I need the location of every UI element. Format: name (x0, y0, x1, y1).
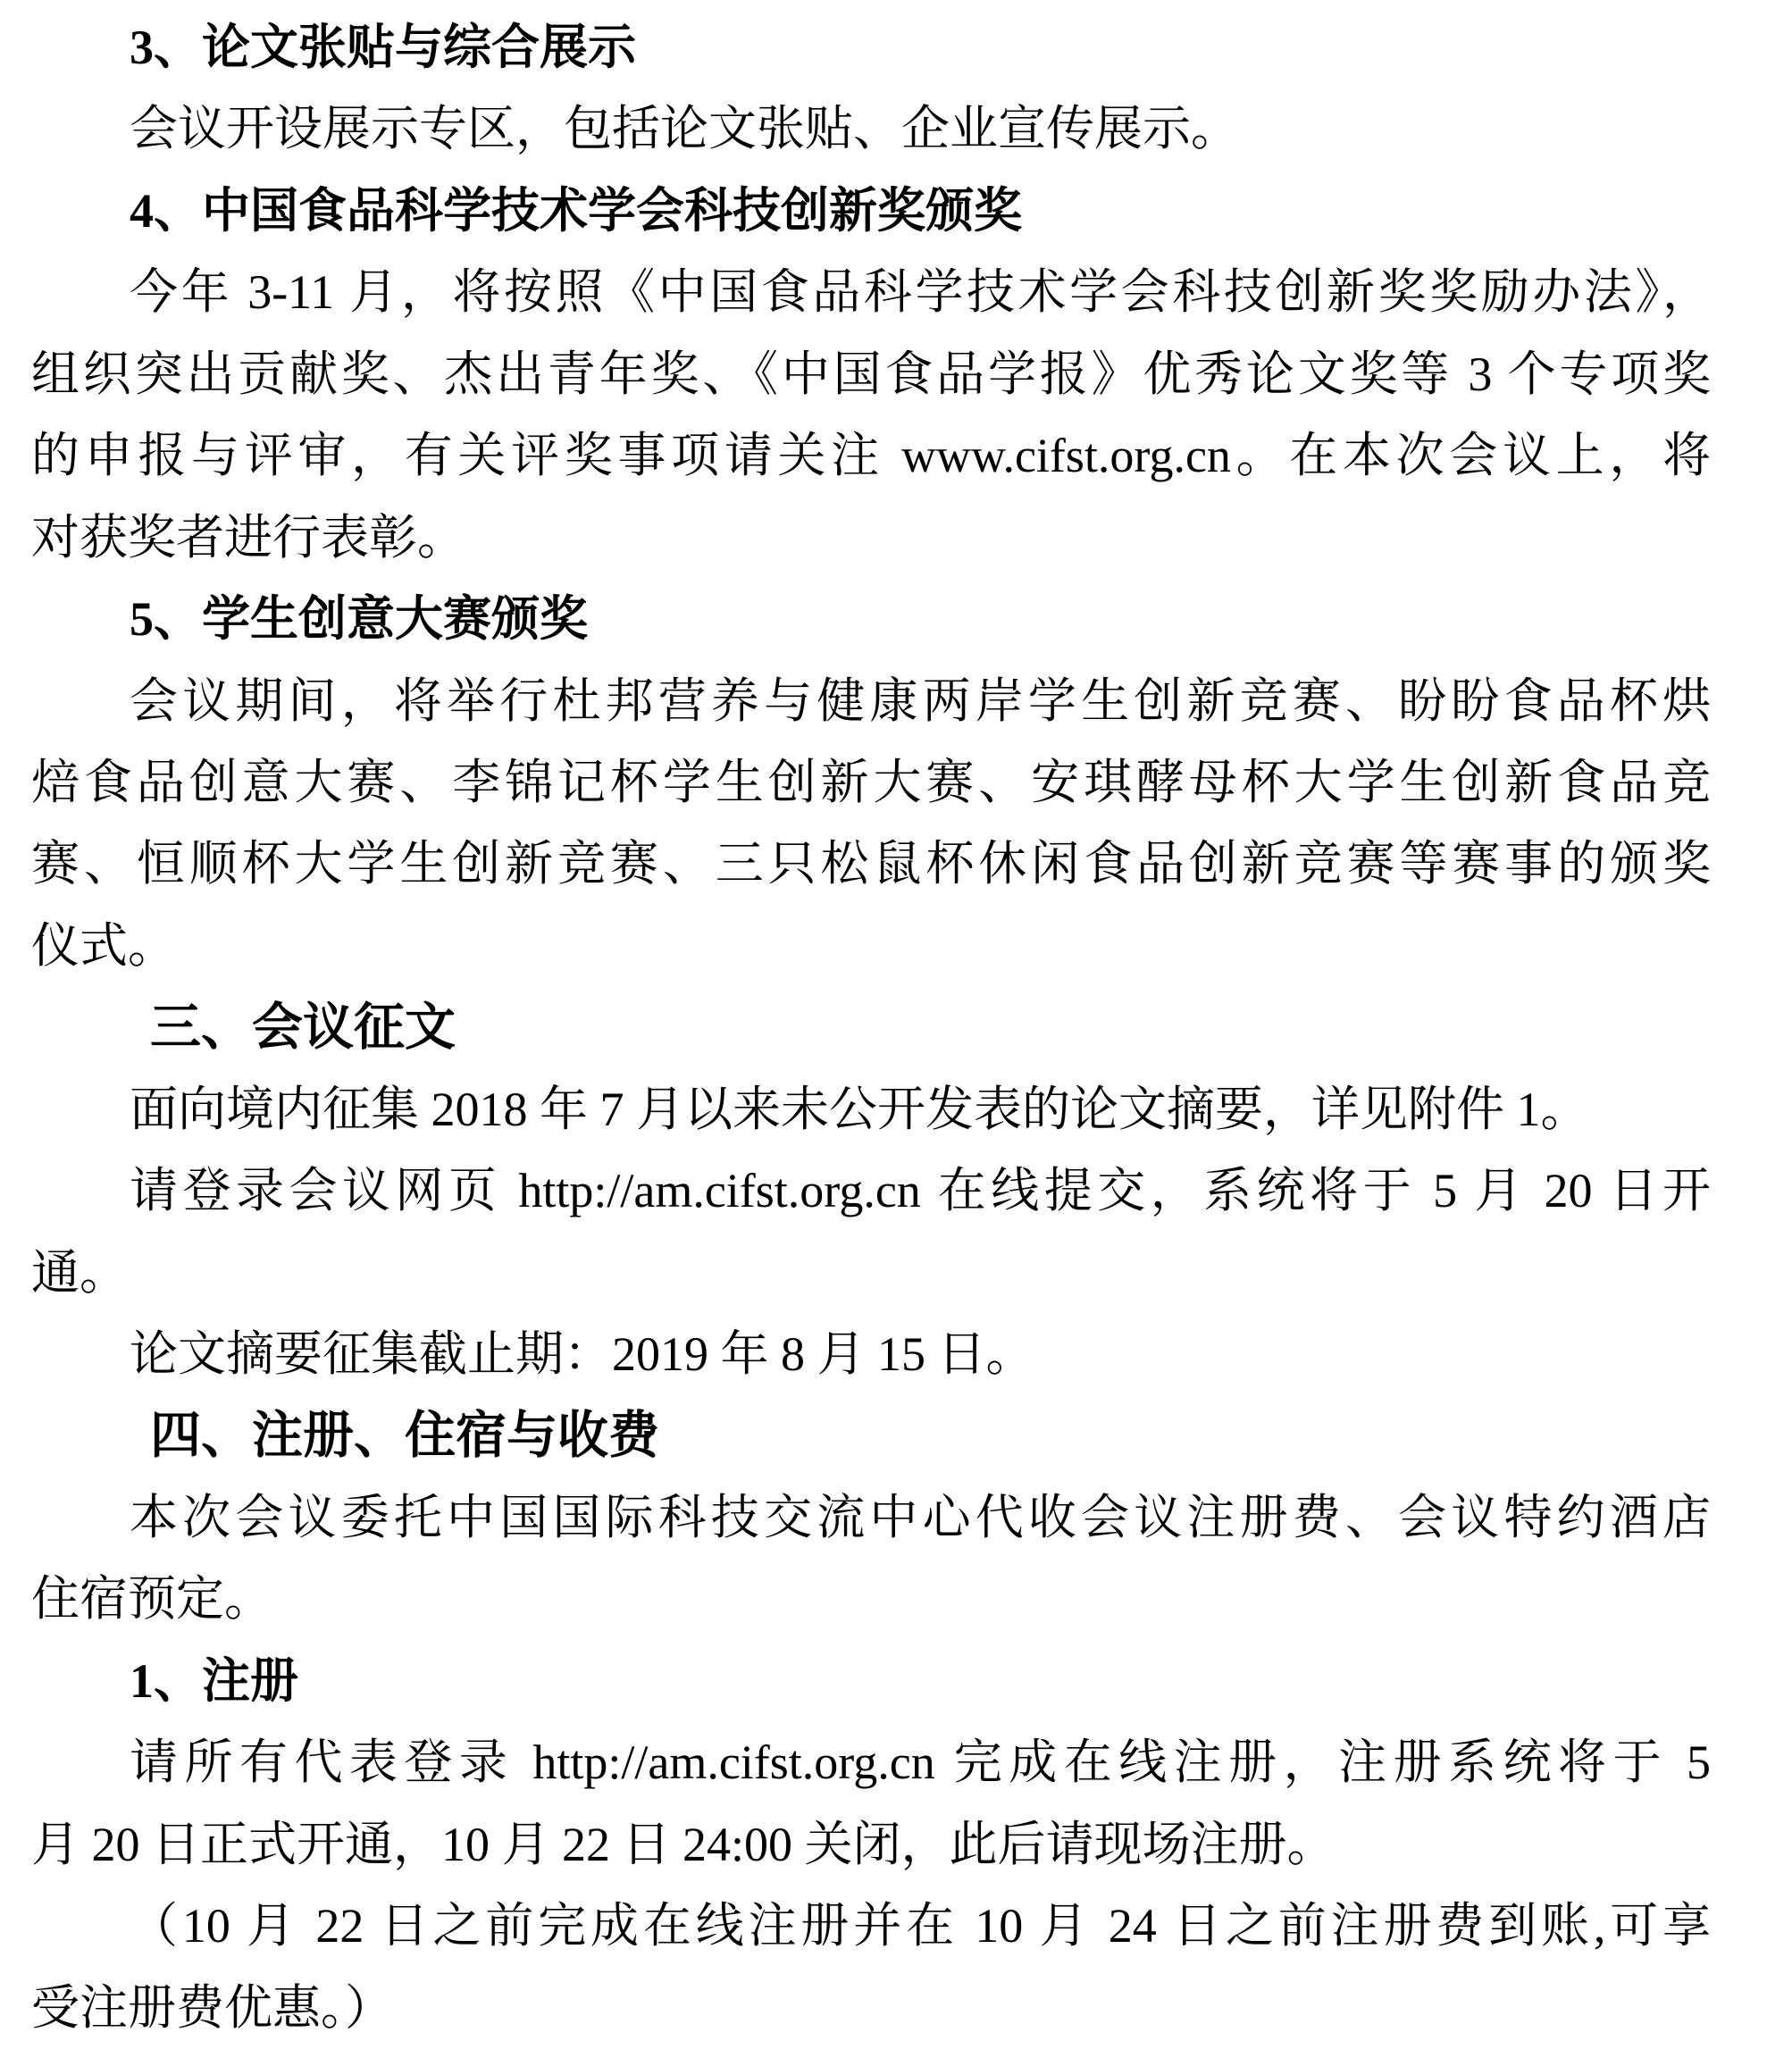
body-text-line: 组织突出贡献奖、杰出青年奖、《中国食品学报》优秀论文奖等 3 个专项奖 (31, 347, 1711, 401)
document-page (31, 7, 1711, 2049)
body-text-line: 焙食品创意大赛、李锦记杯学生创新大赛、安琪酵母杯大学生创新食品竞 (31, 755, 1711, 809)
body-text-line: 仪式。 (31, 918, 176, 973)
body-text-line: 论文摘要征集截止期：2019 年 8 月 15 日。 (130, 1327, 1034, 1381)
body-text-line: 的申报与评审，有关评奖事项请关注 www.cifst.org.cn。在本次会议上，将 (31, 429, 1711, 483)
body-text-line: 请登录会议网页 http://am.cifst.org.cn 在线提交，系统将于 5 月 20 日开 (130, 1164, 1711, 1218)
body-text-line: 今年 3-11 月，将按照《中国食品科学技术学会科技创新奖奖励办法》， (130, 265, 1711, 320)
body-text-line: 赛、恒顺杯大学生创新竞赛、三只松鼠杯休闲食品创新竞赛等赛事的颁奖 (31, 837, 1711, 891)
body-text-line: 住宿预定。 (31, 1572, 272, 1627)
sub-heading-line: 5、学生创意大赛颁奖 (130, 592, 588, 647)
section-heading-line: 四、注册、住宿与收费 (150, 1407, 659, 1465)
body-text-line: 月 20 日正式开通，10 月 22 日 24:00 关闭，此后请现场注册。 (31, 1817, 1336, 1871)
body-text-line: 会议期间，将举行杜邦营养与健康两岸学生创新竞赛、盼盼食品杯烘 (130, 673, 1711, 728)
sub-heading-line: 3、论文张贴与综合展示 (130, 21, 636, 74)
sub-heading-line: 4、中国食品科学技术学会科技创新奖颁奖 (130, 183, 1022, 238)
body-text-line: 对获奖者进行表彰。 (31, 510, 465, 565)
sub-heading-line: 1、注册 (130, 1653, 298, 1708)
body-text-line: 通。 (31, 1245, 128, 1300)
body-text-line: 请所有代表登录 http://am.cifst.org.cn 完成在线注册，注册系统将于 5 (130, 1736, 1711, 1790)
body-text-line: 会议开设展示专区，包括论文张贴、企业宣传展示。 (130, 102, 1239, 156)
body-text-line: 受注册费优惠。） (31, 1980, 393, 2035)
body-text-line: 本次会议委托中国国际科技交流中心代收会议注册费、会议特约酒店 (130, 1490, 1711, 1544)
body-text-line: （10 月 22 日之前完成在线注册并在 10 月 24 日之前注册费到账,可享 (130, 1899, 1711, 1953)
body-text-line: 面向境内征集 2018 年 7 月以来未公开发表的论文摘要，详见附件 1。 (130, 1082, 1589, 1136)
section-heading-line: 三、会议征文 (150, 999, 456, 1057)
